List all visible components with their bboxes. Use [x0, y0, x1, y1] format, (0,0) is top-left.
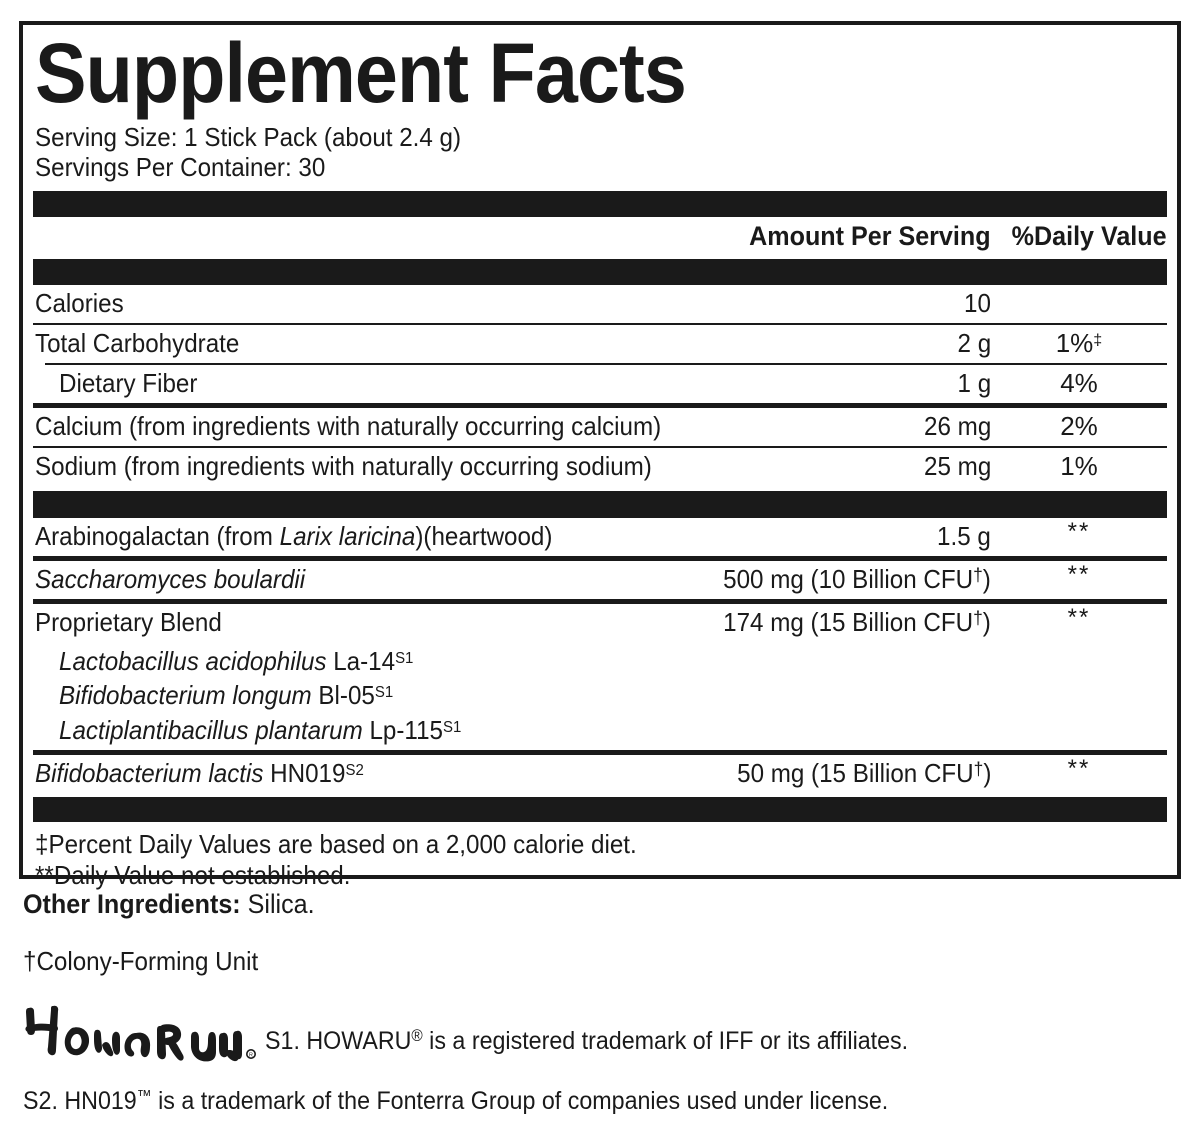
supplement-daily-value: ** — [1067, 560, 1091, 588]
table-row — [33, 325, 1167, 363]
supplement-daily-value: ** — [1067, 754, 1091, 782]
nutrient-amount: 10 — [964, 287, 991, 318]
footnote-no-dv: **Daily Value not established. — [35, 860, 351, 891]
supplement-label: Saccharomyces boulardii — [35, 563, 306, 594]
nutrient-amount: 1 g — [957, 367, 991, 398]
footnote-ref: ‡ — [1093, 331, 1103, 350]
supplement-amount: 1.5 g — [937, 520, 991, 551]
column-header-daily-value: %Daily Value — [1012, 220, 1167, 251]
nutrient-amount: 25 mg — [923, 450, 991, 481]
table-row — [33, 285, 1167, 323]
nutrient-label: Dietary Fiber — [59, 367, 198, 398]
supplement-amount: 50 mg (15 Billion CFU†) — [736, 757, 991, 789]
list-item: Lactobacillus acidophilus La-14$^{S1}$ — [59, 645, 414, 676]
supplement-amount: 174 mg (15 Billion CFU†) — [723, 606, 991, 638]
nutrient-label: Total Carbohydrate — [35, 327, 240, 358]
divider-bar-under-header — [33, 259, 1167, 285]
supplement-daily-value: ** — [1067, 517, 1091, 545]
nutrient-daily-value: 1% — [1060, 450, 1098, 481]
table-row — [33, 408, 1167, 446]
nutrient-label: Sodium (from ingredients with naturally occurring sodium) — [35, 450, 652, 481]
nutrient-daily-value: 4% — [1060, 367, 1098, 398]
label-footer — [23, 888, 1183, 1116]
column-header-amount: Amount Per Serving — [749, 220, 991, 251]
howaru-logo — [23, 1004, 263, 1062]
nutrient-label: Calories — [35, 287, 124, 318]
cfu-note: †Colony-Forming Unit — [23, 946, 259, 977]
table-row — [33, 561, 1167, 599]
divider-bar-top — [33, 191, 1167, 217]
table-row — [33, 365, 1167, 403]
supplement-label: Arabinogalactan (from Larix laricina)(heartwood) — [35, 520, 553, 551]
table-header-row — [33, 217, 1167, 257]
brand-row — [23, 1000, 1183, 1062]
hn019-trademark-note: S2. HN019™ is a trademark of the Fonterra Group of companies used under license. — [23, 1086, 889, 1115]
nutrient-amount: 2 g — [957, 327, 991, 358]
table-row — [33, 755, 1167, 793]
other-ingredients-label: Other Ingredients: — [23, 889, 241, 919]
servings-per-container: Servings Per Container: 30 — [35, 152, 326, 183]
table-row — [33, 518, 1167, 556]
supplement-label: Proprietary Blend — [35, 606, 222, 637]
list-item: Bifidobacterium longum Bl-05$^{S1}$ — [59, 680, 394, 711]
footnote-daily-values: ‡Percent Daily Values are based on a 2,000 calorie diet. — [35, 828, 637, 859]
divider-bar-footnotes — [33, 797, 1167, 822]
table-row — [33, 448, 1167, 486]
serving-info — [35, 122, 1167, 183]
supplement-amount: 500 mg (10 Billion CFU†) — [723, 563, 991, 595]
divider-bar-supplements — [33, 491, 1167, 518]
table-row — [33, 604, 1167, 750]
supplement-facts-panel — [19, 21, 1181, 891]
page-title: Supplement Facts — [35, 26, 686, 120]
nutrient-daily-value: 2% — [1060, 410, 1098, 441]
nutrient-amount: 26 mg — [923, 410, 991, 441]
nutrient-label: Calcium (from ingredients with naturally occurring calcium) — [35, 410, 662, 441]
other-ingredients — [23, 888, 1102, 920]
svg-text:R: R — [249, 1052, 253, 1059]
supplement-daily-value: ** — [1067, 603, 1091, 631]
supplement-label: Bifidobacterium lactis HN019$^{S2}$ — [35, 757, 364, 788]
other-ingredients-value: Silica. — [240, 889, 315, 919]
serving-size: Serving Size: 1 Stick Pack (about 2.4 g) — [35, 121, 462, 152]
strain-list — [59, 644, 492, 747]
footnotes — [35, 829, 1167, 891]
howaru-trademark-note: S1. HOWARU® is a registered trademark of IFF or its affiliates. — [265, 1026, 909, 1055]
nutrient-daily-value: 1%‡ — [1055, 327, 1103, 358]
list-item: Lactiplantibacillus plantarum Lp-115$^{S1}$ — [59, 714, 462, 745]
